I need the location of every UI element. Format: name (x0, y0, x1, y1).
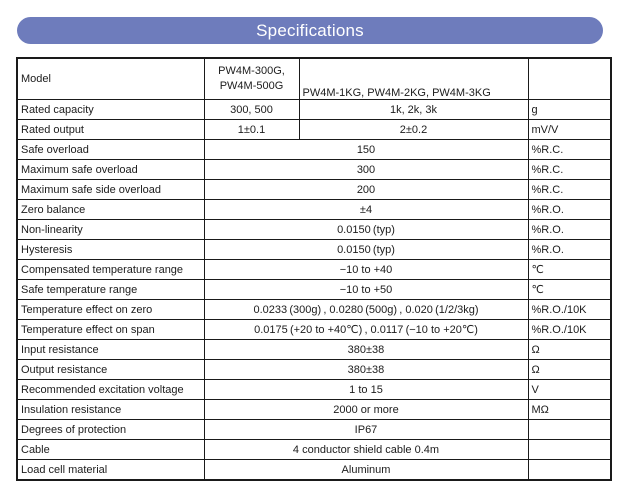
table-row (17, 240, 611, 260)
table-row (17, 58, 611, 100)
spec-unit: %R.O. (528, 240, 611, 260)
table-row (17, 280, 611, 300)
spec-value: 150 (204, 140, 528, 160)
table-row (17, 420, 611, 440)
spec-unit: mV/V (528, 120, 611, 140)
table-row (17, 340, 611, 360)
table-row (17, 180, 611, 200)
page-title: Specifications (256, 20, 364, 40)
spec-value: 200 (204, 180, 528, 200)
spec-label: Output resistance (17, 360, 204, 380)
spec-label: Degrees of protection (17, 420, 204, 440)
spec-unit: %R.C. (528, 180, 611, 200)
spec-value: 380±38 (204, 340, 528, 360)
spec-value-group2: 1k, 2k, 3k (299, 100, 528, 120)
spec-unit: V (528, 380, 611, 400)
spec-label: Maximum safe overload (17, 160, 204, 180)
spec-label: Safe overload (17, 140, 204, 160)
spec-unit: %R.C. (528, 160, 611, 180)
spec-unit: ℃ (528, 260, 611, 280)
spec-label: Zero balance (17, 200, 204, 220)
spec-label: Model (17, 58, 204, 100)
spec-unit: g (528, 100, 611, 120)
spec-label: Load cell material (17, 460, 204, 481)
specifications-table (16, 57, 612, 481)
spec-value: 0.0175 (+20 to +40℃) , 0.0117 (−10 to +20℃) (204, 320, 528, 340)
spec-value: ±4 (204, 200, 528, 220)
spec-unit (528, 460, 611, 481)
spec-value-group2: PW4M-1KG, PW4M-2KG, PW4M-3KG (299, 58, 528, 100)
spec-value-group2: 2±0.2 (299, 120, 528, 140)
spec-value-group1: 300, 500 (204, 100, 299, 120)
spec-label: Rated output (17, 120, 204, 140)
spec-label: Cable (17, 440, 204, 460)
table-row (17, 300, 611, 320)
spec-label: Hysteresis (17, 240, 204, 260)
spec-value: 1 to 15 (204, 380, 528, 400)
spec-label: Rated capacity (17, 100, 204, 120)
spec-label: Maximum safe side overload (17, 180, 204, 200)
table-row (17, 400, 611, 420)
spec-value: 2000 or more (204, 400, 528, 420)
spec-unit: %R.C. (528, 140, 611, 160)
spec-label: Temperature effect on span (17, 320, 204, 340)
model-300g-500g-line1: PW4M-300G, (218, 65, 285, 77)
spec-label: Input resistance (17, 340, 204, 360)
spec-value: 0.0233 (300g) , 0.0280 (500g) , 0.020 (1/2/3kg) (204, 300, 528, 320)
spec-unit: %R.O./10K (528, 320, 611, 340)
spec-unit: ℃ (528, 280, 611, 300)
table-row (17, 440, 611, 460)
spec-value: 0.0150 (typ) (204, 220, 528, 240)
table-row (17, 460, 611, 481)
spec-unit (528, 420, 611, 440)
table-row (17, 320, 611, 340)
table-row (17, 380, 611, 400)
spec-unit (528, 440, 611, 460)
table-row (17, 160, 611, 180)
table-row (17, 360, 611, 380)
spec-unit: %R.O. (528, 220, 611, 240)
spec-label: Insulation resistance (17, 400, 204, 420)
spec-value-group1 (204, 58, 299, 100)
spec-unit: %R.O. (528, 200, 611, 220)
table-row (17, 260, 611, 280)
spec-label: Non-linearity (17, 220, 204, 240)
spec-value: −10 to +40 (204, 260, 528, 280)
specifications-banner (17, 17, 603, 44)
spec-value: IP67 (204, 420, 528, 440)
spec-value: 380±38 (204, 360, 528, 380)
spec-label: Recommended excitation voltage (17, 380, 204, 400)
spec-label: Compensated temperature range (17, 260, 204, 280)
spec-unit: MΩ (528, 400, 611, 420)
table-row (17, 140, 611, 160)
spec-value: Aluminum (204, 460, 528, 481)
table-row (17, 120, 611, 140)
spec-unit: Ω (528, 340, 611, 360)
table-row (17, 220, 611, 240)
spec-value: 0.0150 (typ) (204, 240, 528, 260)
spec-unit: %R.O./10K (528, 300, 611, 320)
spec-value: 4 conductor shield cable 0.4m (204, 440, 528, 460)
spec-unit: Ω (528, 360, 611, 380)
spec-unit (528, 58, 611, 100)
spec-label: Temperature effect on zero (17, 300, 204, 320)
table-row (17, 200, 611, 220)
spec-value: 300 (204, 160, 528, 180)
spec-value: −10 to +50 (204, 280, 528, 300)
spec-label: Safe temperature range (17, 280, 204, 300)
spec-value-group1: 1±0.1 (204, 120, 299, 140)
table-row (17, 100, 611, 120)
model-300g-500g-line2: PW4M-500G (219, 80, 284, 92)
